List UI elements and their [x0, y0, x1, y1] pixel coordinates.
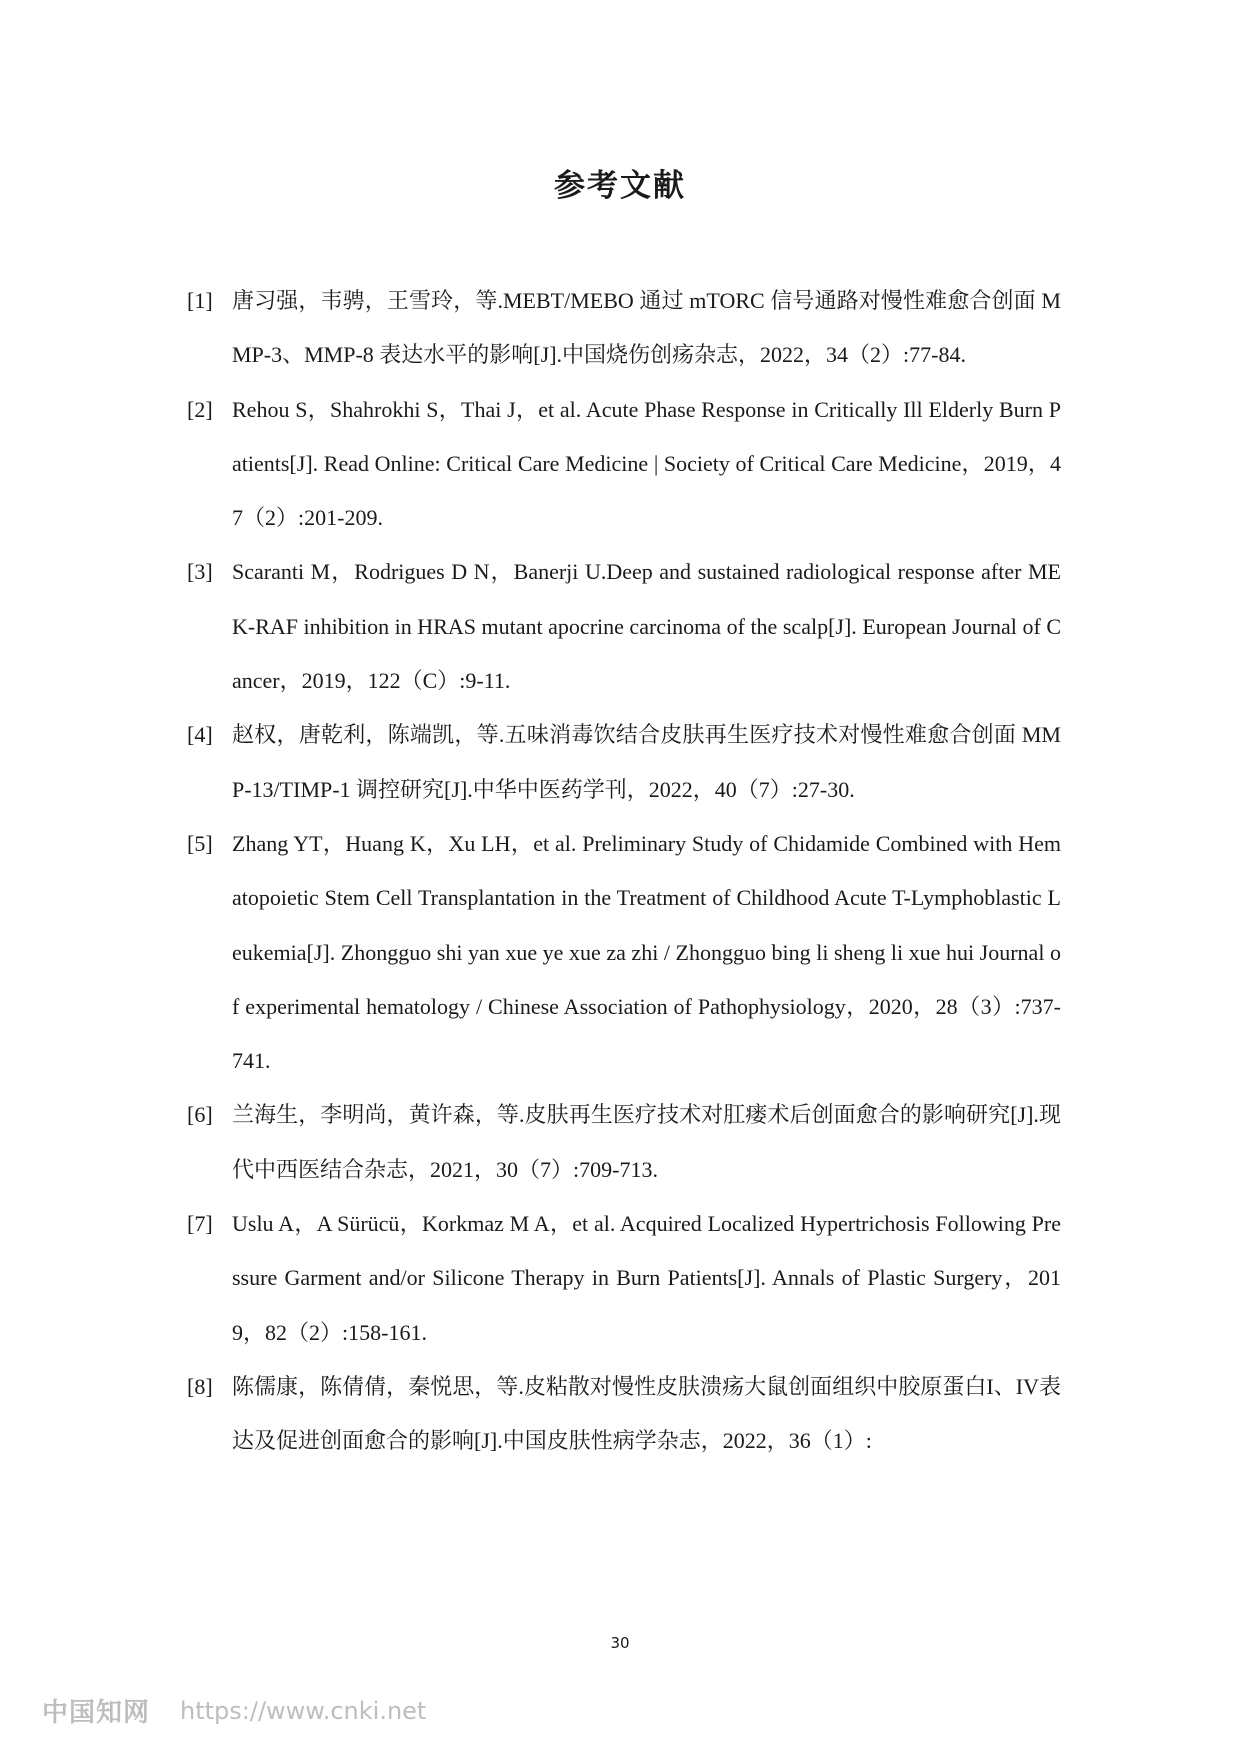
- reference-number: [3]: [187, 559, 213, 585]
- reference-number: [4]: [187, 722, 213, 748]
- reference-number: [6]: [187, 1102, 213, 1128]
- cnki-url: https://www.cnki.net: [180, 1696, 427, 1725]
- reference-list: [187, 274, 1061, 1469]
- reference-item-5: [187, 817, 1061, 1088]
- reference-text: Zhang YT，Huang K，Xu LH，et al. Preliminary Study of Chidamide Combined with Hematopoietic Stem Cell Transplantation in the Treatment of Childhood Acute T-Lymphoblastic Leukemia[J]. Zhongguo shi yan xue ye xue za zhi / Zhongguo bing li sheng li xue hui Journal of experimental hematology / Chinese Association of Pathophysiology，2020，28（3）:737-741.: [232, 830, 1061, 1074]
- reference-text: Scaranti M，Rodrigues D N，Banerji U.Deep and sustained radiological response after MEK-RAF inhibition in HRAS mutant apocrine carcinoma of the scalp[J]. European Journal of Cancer，2019，122（C）:9-11.: [232, 559, 1061, 694]
- reference-text: 赵权，唐乾利，陈端凯，等.五味消毒饮结合皮肤再生医疗技术对慢性难愈合创面 MMP-13/TIMP-1 调控研究[J].中华中医药学刊，2022，40（7）:27-30.: [232, 722, 1061, 802]
- reference-text: Rehou S，Shahrokhi S，Thai J，et al. Acute Phase Response in Critically Ill Elderly Burn Patients[J]. Read Online: Critical Care Medicine | Society of Critical Care Medicine，2019，47（2）:201-209.: [232, 396, 1061, 531]
- reference-item-1: [187, 274, 1061, 383]
- cnki-watermark: [42, 1692, 426, 1729]
- reference-text: 陈儒康，陈倩倩，秦悦思，等.皮粘散对慢性皮肤溃疡大鼠创面组织中胶原蛋白I、IV表达及促进创面愈合的影响[J].中国皮肤性病学杂志，2022，36（1）:: [232, 1373, 1061, 1454]
- reference-number: [1]: [187, 288, 213, 313]
- reference-item-3: [187, 545, 1061, 708]
- reference-text: Uslu A，A Sürücü，Korkmaz M A，et al. Acquired Localized Hypertrichosis Following Pressure Garment and/or Silicone Therapy in Burn Patients[J]. Annals of Plastic Surgery，2019，82（2）:158-161.: [232, 1211, 1061, 1345]
- reference-item-6: [187, 1088, 1061, 1197]
- reference-number: [8]: [187, 1373, 213, 1399]
- reference-item-8: [187, 1360, 1061, 1469]
- reference-item-2: [187, 383, 1061, 546]
- reference-item-7: [187, 1197, 1061, 1360]
- cnki-logo: 中国知网: [42, 1698, 151, 1728]
- reference-text: 唐习强，韦骋，王雪玲，等.MEBT/MEBO 通过 mTORC 信号通路对慢性难愈合创面 MMP-3、MMP-8 表达水平的影响[J].中国烧伤创疡杂志，2022，34（2）:77-84.: [232, 288, 1061, 368]
- page-number: 30: [610, 1634, 630, 1652]
- reference-number: [2]: [187, 396, 213, 422]
- reference-text: 兰海生，李明尚，黄许森，等.皮肤再生医疗技术对肛瘘术后创面愈合的影响研究[J].现代中西医结合杂志，2021，30（7）:709-713.: [232, 1102, 1061, 1182]
- reference-number: [5]: [187, 830, 213, 856]
- page-title: 参考文献: [554, 168, 686, 204]
- reference-item-4: [187, 708, 1061, 817]
- reference-number: [7]: [187, 1211, 213, 1237]
